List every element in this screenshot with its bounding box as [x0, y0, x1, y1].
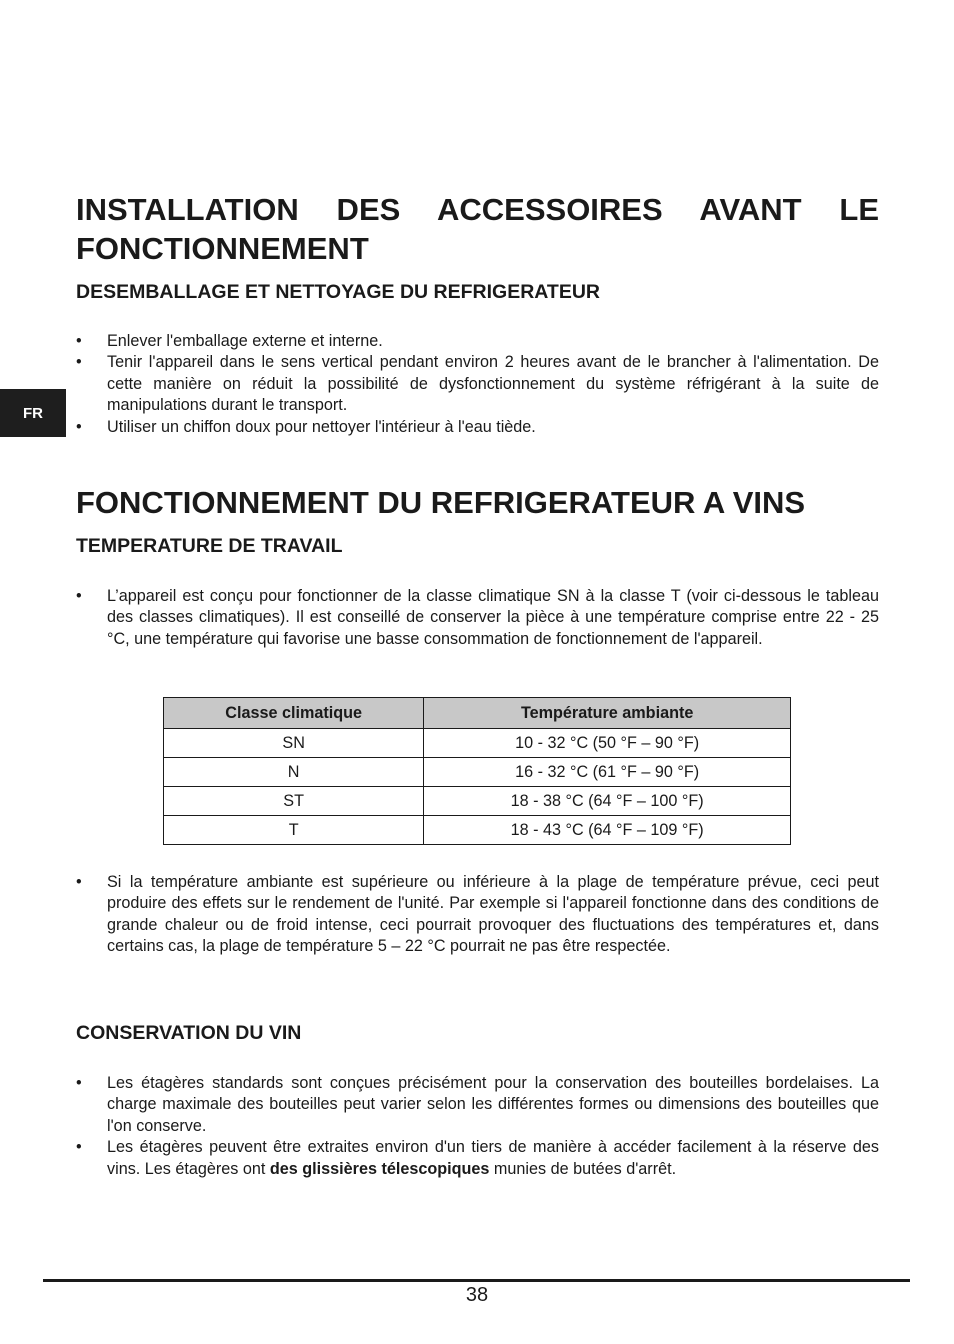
subtitle-wine-storage: CONSERVATION DU VIN [76, 1022, 302, 1044]
table-cell: T [164, 816, 424, 845]
list-item: • Les étagères standards sont conçues précisément pour la conservation des bouteilles bordelaises. La charge maximale des bouteilles peut varier selon les différentes formes ou dimensions des bouteilles que l'on conserve. [76, 1074, 879, 1135]
list-item: • Si la température ambiante est supérieure ou inférieure à la plage de température prévue, ceci peut produire des effets sur le rendement de l'unité. Par exemple si l'appareil fonctionne dans des conditions de grande chaleur ou de froid intense, ceci pourrait provoquer des fluctuations des températures et, dans certains cas, la plage de température 5 – 22 °C pourrait ne pas être respectée. [76, 873, 879, 956]
bullet-icon: • [76, 1138, 82, 1157]
table-row [164, 729, 791, 758]
list-item: • Les étagères peuvent être extraites environ d'un tiers de manière à accéder facilement à la réserve des vins. Les étagères ont des glissières télescopiques munies de butées d'arrêt. [76, 1138, 879, 1178]
subtitle-working-temperature: TEMPERATURE DE TRAVAIL [76, 535, 343, 557]
bullet-icon: • [76, 873, 82, 891]
bullet-icon: • [76, 417, 82, 436]
climate-class-table [163, 697, 791, 845]
list-item: • Utiliser un chiffon doux pour nettoyer l'intérieur à l'eau tiède. [76, 417, 879, 438]
temperature-note-list [76, 872, 879, 958]
language-tab: FR [0, 389, 66, 437]
column-header-temperature: Température ambiante [424, 698, 791, 729]
table-cell: 18 - 43 °C (64 °F – 109 °F) [424, 816, 791, 845]
bullet-icon: • [76, 353, 82, 372]
table-row [164, 787, 791, 816]
page-number: 38 [465, 1284, 489, 1306]
wine-storage-list [76, 1073, 879, 1180]
column-header-class: Classe climatique [164, 698, 424, 729]
list-item: • Enlever l'emballage externe et interne. [76, 331, 879, 352]
subtitle-unpacking: DESEMBALLAGE ET NETTOYAGE DU REFRIGERATEUR [76, 281, 601, 303]
table-cell: 18 - 38 °C (64 °F – 100 °F) [424, 787, 791, 816]
table-cell: SN [164, 729, 424, 758]
bullet-icon: • [76, 332, 82, 350]
unpacking-bullet-list [76, 331, 879, 438]
bullet-icon: • [76, 1074, 82, 1092]
list-item: • L’appareil est conçu pour fonctionner de la classe climatique SN à la classe T (voir ci-dessous le tableau des classes climatiques). Il est conseillé de conserver la pièce à une température comprise entre 22 - 25 °C, une température qui favorise une basse consommation de fonctionnement de l'appareil. [76, 587, 879, 648]
table-cell: 10 - 32 °C (50 °F – 90 °F) [424, 729, 791, 758]
list-item: • Tenir l'appareil dans le sens vertical pendant environ 2 heures avant de le brancher à l'alimentation. De cette manière on réduit la possibilité de dysfonctionnement du système réfrigérant à la suite de manipulations durant le transport. [76, 353, 879, 415]
section-title-wine-fridge: FONCTIONNEMENT DU REFRIGERATEUR A VINS [76, 485, 806, 520]
section-title-installation: INSTALLATION DES ACCESSOIRES AVANT LE FONCTIONNEMENT [76, 192, 879, 266]
table-cell: 16 - 32 °C (61 °F – 90 °F) [424, 758, 791, 787]
table-header-row [164, 698, 791, 729]
table-row [164, 816, 791, 845]
table-cell: N [164, 758, 424, 787]
temperature-intro-list [76, 586, 879, 650]
footer-divider [43, 1279, 910, 1282]
table-row [164, 758, 791, 787]
emphasis-text: des glissières télescopiques [269, 1159, 490, 1178]
bullet-icon: • [76, 587, 82, 605]
table-cell: ST [164, 787, 424, 816]
